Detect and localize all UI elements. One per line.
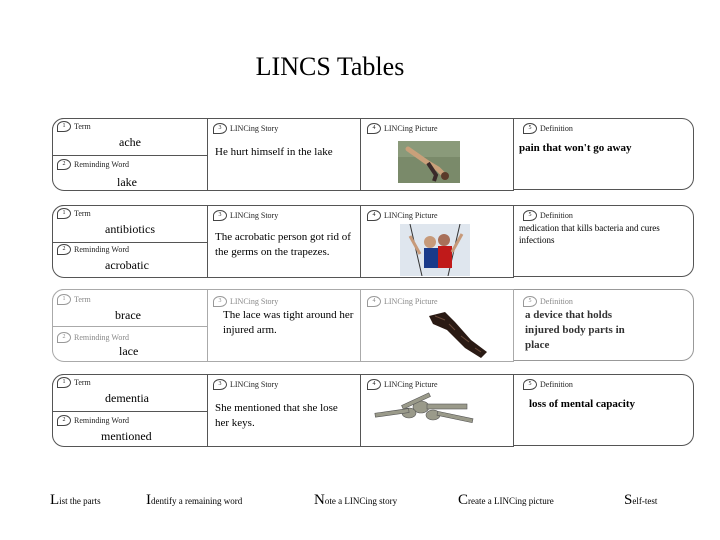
reminding-word-header	[57, 159, 129, 170]
story-header	[213, 123, 278, 134]
step-number-icon: 4	[367, 210, 381, 221]
story-text: She mentioned that she lose her keys.	[215, 402, 338, 429]
definition-header	[523, 123, 573, 134]
step-number-icon: 4	[367, 379, 381, 390]
step-number-icon: 5	[523, 296, 537, 307]
term-value: dementia	[105, 391, 149, 405]
story-header	[213, 296, 278, 307]
reminding-word-value: lace	[119, 344, 139, 358]
footer-step-identify	[146, 492, 242, 509]
term-header-label: Term	[74, 378, 91, 387]
term-header-label: Term	[74, 209, 91, 218]
picture-header-label: LINCing Picture	[384, 211, 438, 220]
definition-header-label: Definition	[540, 124, 573, 133]
term-value: brace	[115, 308, 141, 322]
reminding-word-value: mentioned	[101, 429, 152, 443]
definition-header-label: Definition	[540, 297, 573, 306]
term-header	[57, 294, 91, 305]
step-number-icon: 3	[213, 296, 227, 307]
lincs-card-ache	[52, 118, 694, 190]
footer-step-note	[314, 492, 397, 509]
step-number-icon: 4	[367, 296, 381, 307]
step-number-icon: 2	[57, 415, 71, 426]
term-header-label: Term	[74, 122, 91, 131]
step-number-icon: 2	[57, 332, 71, 343]
diving-person-picture	[398, 141, 460, 183]
lace-arm-picture	[425, 308, 495, 360]
definition-header-label: Definition	[540, 211, 573, 220]
footer-text: ote a LINCing story	[324, 496, 398, 506]
definition-header	[523, 210, 573, 221]
definition-text: pain that won't go away	[519, 142, 632, 154]
footer-text: dentify a remaining word	[151, 496, 243, 506]
picture-header-label: LINCing Picture	[384, 380, 438, 389]
footer-initial: C	[458, 492, 469, 508]
story-header-label: LINCing Story	[230, 124, 279, 133]
reminding-word-value: acrobatic	[105, 258, 149, 272]
story-header-label: LINCing Story	[230, 211, 279, 220]
story-header-label: LINCing Story	[230, 380, 279, 389]
story-text: The acrobatic person got rid of the germs on the trapezes.	[215, 231, 351, 258]
step-number-icon: 3	[213, 379, 227, 390]
story-header	[213, 379, 278, 390]
keys-picture	[371, 389, 483, 429]
step-number-icon: 1	[57, 377, 71, 388]
story-header	[213, 210, 278, 221]
step-number-icon: 1	[57, 121, 71, 132]
lincs-card-antibiotics	[52, 205, 694, 277]
story-text: He hurt himself in the lake	[215, 146, 333, 158]
definition-header	[523, 379, 573, 390]
term-header	[57, 121, 91, 132]
definition-text: a device that holds injured body parts in place	[525, 309, 625, 351]
footer-initial: S	[624, 492, 633, 508]
footer-step-list	[50, 492, 101, 509]
term-value: antibiotics	[105, 222, 155, 236]
picture-header	[367, 296, 438, 307]
term-header	[57, 208, 91, 219]
page-title: LINCS Tables	[255, 52, 405, 81]
reminding-word-header-label: Reminding Word	[74, 245, 129, 254]
footer-text: elf-test	[632, 496, 658, 506]
footer-step-self-test	[624, 492, 657, 509]
step-number-icon: 2	[57, 159, 71, 170]
term-header-label: Term	[74, 295, 91, 304]
step-number-icon: 1	[57, 208, 71, 219]
step-number-icon: 5	[523, 123, 537, 134]
term-header	[57, 377, 91, 388]
reminding-word-header	[57, 244, 129, 255]
reminding-word-header-label: Reminding Word	[74, 416, 129, 425]
footer-initial: N	[314, 492, 325, 508]
reminding-word-header	[57, 332, 129, 343]
acrobats-picture	[400, 224, 470, 276]
step-number-icon: 5	[523, 379, 537, 390]
reminding-word-header	[57, 415, 129, 426]
step-number-icon: 5	[523, 210, 537, 221]
step-number-icon: 2	[57, 244, 71, 255]
definition-text: loss of mental capacity	[529, 398, 636, 410]
picture-header-label: LINCing Picture	[384, 297, 438, 306]
lincs-card-brace	[52, 289, 694, 361]
step-number-icon: 3	[213, 210, 227, 221]
step-number-icon: 4	[367, 123, 381, 134]
definition-text: medication that kills bacteria and cures infections	[519, 223, 660, 245]
term-value: ache	[119, 135, 141, 149]
picture-header	[367, 123, 438, 134]
step-number-icon: 1	[57, 294, 71, 305]
footer-initial: L	[50, 492, 60, 508]
story-header-label: LINCing Story	[230, 297, 279, 306]
step-number-icon: 3	[213, 123, 227, 134]
lincs-card-dementia	[52, 374, 694, 446]
story-text: The lace was tight around her injured arm.	[223, 309, 354, 336]
picture-header	[367, 210, 438, 221]
footer-initial: I	[146, 492, 151, 508]
footer-text: reate a LINCing picture	[468, 496, 554, 506]
reminding-word-value: lake	[117, 175, 137, 189]
footer-text: ist the parts	[59, 496, 101, 506]
reminding-word-header-label: Reminding Word	[74, 333, 129, 342]
reminding-word-header-label: Reminding Word	[74, 160, 129, 169]
definition-header-label: Definition	[540, 380, 573, 389]
footer-step-create	[458, 492, 554, 509]
definition-header	[523, 296, 573, 307]
picture-header-label: LINCing Picture	[384, 124, 438, 133]
